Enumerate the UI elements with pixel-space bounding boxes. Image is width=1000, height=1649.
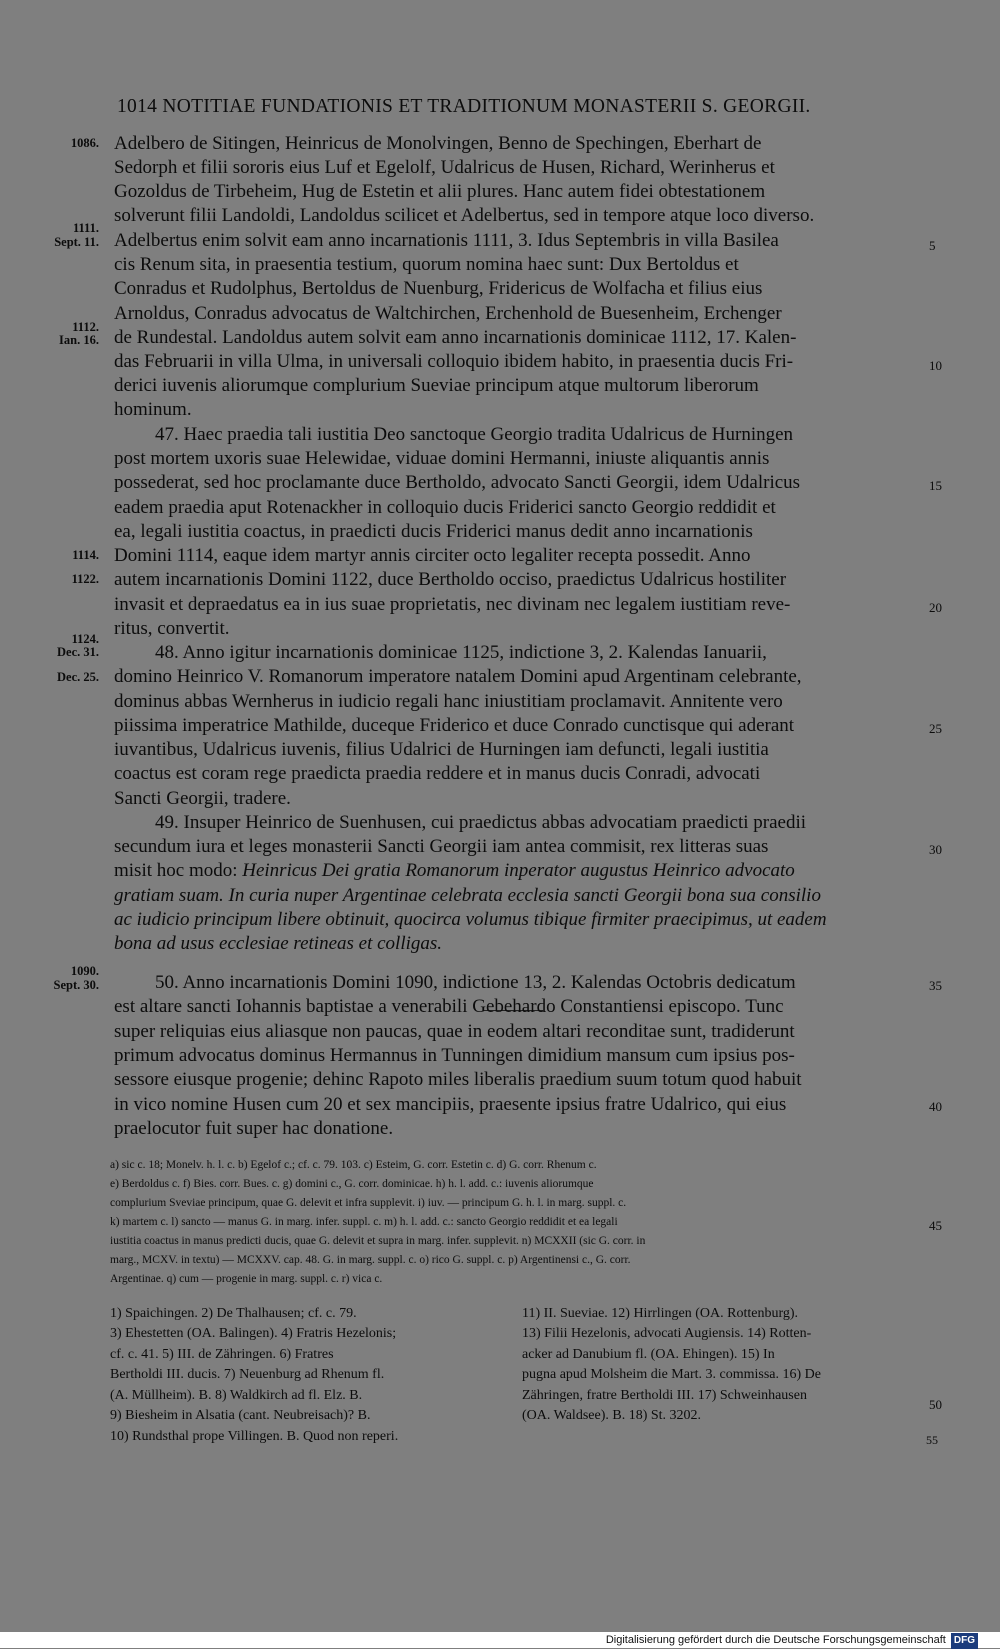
charter-line: ac iudicio principum libere obtinuit, quocirca volumus tibique firmiter praecipimus, ut eadem [114,909,827,930]
text-line: ea, legali iustitia coactus, in praedicti ducis Friderici manus dedit anno incarnationis [114,521,753,542]
text-line: sessore eiusque progenie; dehinc Rapoto miles liberalis praedium suum totum quod habuit [114,1069,802,1090]
charter-line: bona ad usus ecclesiae retineas et colligas. [114,933,443,954]
text-line: hominum. [114,399,192,420]
text-line: secundum iura et leges monasterii Sancti Georgii iam antea commisit, rex litteras suas [114,836,769,857]
margin-date: Sept. 11. [54,235,99,249]
margin-date: Dec. 31. [57,645,99,659]
text-line: Domini 1114, eaque idem martyr annis circiter octo legaliter recepta possedit. Anno [114,545,751,566]
line-number: 50 [929,1397,942,1412]
margin-date: 1086. [70,136,99,150]
margin-date: 1114. [72,548,99,562]
text-line: Sedorph et filii sororis eius Luf et Egelolf, Udalricus de Husen, Richard, Werinherus et [114,157,775,178]
note-line-right: (OA. Waldsee). B. 18) St. 3202. [522,1408,702,1423]
text-line: eadem praedia aput Rotenackher in colloquio ducis Friderici sancto Georgio reddidit et [114,497,776,518]
text-line: 47. Haec praedia tali iustitia Deo sanctoque Georgio tradita Udalricus de Hurningen [155,424,794,445]
margin-date: Sept. 30. [53,978,99,992]
text-line: autem incarnationis Domini 1122, duce Bertholdo occiso, praedictus Udalricus hostiliter [114,569,787,590]
text-line: cis Renum sita, in praesentia testium, quorum nomina haec sunt: Dux Bertoldus et [114,254,739,275]
text-line: Arnoldus, Conradus advocatus de Waltchirchen, Erchenhold de Buesenheim, Erchenger [114,303,782,324]
charter-text: Heinricus Dei gratia Romanorum inperator augustus Heinrico advocato [242,860,795,881]
margin-date: 1090. [70,964,99,978]
text-line: praelocutor fuit super hac donatione. [114,1118,394,1139]
note-line-right: Zähringen, fratre Bertholdi III. 17) Schweinhausen [522,1388,807,1403]
footnote-line: iustitia coactus in manus predicti ducis, quae G. delevit et supra in marg. infer. supplevit. n) MCXXII (sic G. corr. in [110,1235,646,1247]
note-line-left: Bertholdi III. ducis. 7) Neuenburg ad Rhenum fl. [110,1367,385,1382]
line-number: 15 [929,478,942,493]
dfg-logo: DFG [951,1633,978,1649]
text-line: 49. Insuper Heinrico de Suenhusen, cui praedictus abbas advocatiam praedicti praedii [155,812,807,833]
note-line-left: 9) Biesheim in Alsatia (cant. Neubreisach)? B. [110,1408,371,1423]
page-number-bottom: 55 [926,1433,938,1447]
text-line: dominus abbas Wernherus in iudicio regali hanc iniustitiam proclamavit. Annitente vero [114,691,783,712]
note-line-left: 10) Rundsthal prope Villingen. B. Quod non reperi. [110,1429,399,1444]
text-line: domino Heinrico V. Romanorum imperatore natalem Domini apud Argentinam celebrante, [114,666,802,687]
margin-date: 1124. [71,632,99,646]
line-number: 45 [929,1218,942,1233]
line-number: 10 [929,358,942,373]
running-header: 1014 NOTITIAE FUNDATIONIS ET TRADITIONUM MONASTERII S. GEORGII. [117,96,811,117]
line-number: 35 [929,978,942,993]
text-line: possederat, sed hoc proclamante duce Bertholdo, advocato Sancti Georgii, idem Udalricus [114,472,801,493]
footnote-line: k) martem c. l) sancto — manus G. in marg. infer. suppl. c. m) h. l. add. c.: sancto Georgio reddidit et ea legali [110,1216,618,1228]
text-line: 48. Anno igitur incarnationis dominicae 1125, indictione 3, 2. Kalendas Ianuarii, [155,642,767,663]
text-line: in vico nomine Husen cum 20 et sex mancipiis, praesente ipsius fratre Udalrico, qui eius [114,1094,787,1115]
footnote-line: Argentinae. q) cum — progenie in marg. suppl. c. r) vica c. [110,1273,383,1285]
note-line-right: pugna apud Molsheim die Mart. 3. commissa. 16) De [522,1367,822,1382]
text-line: iuvantibus, Udalricus iuvenis, filius Udalrici de Hurningen iam defuncti, legali iustitia [114,739,769,760]
margin-date: Ian. 16. [59,333,99,347]
note-line-left: cf. c. 41. 5) III. de Zähringen. 6) Fratres [110,1347,334,1362]
footnote-line: complurium Sveviae principum, quae G. delevit et infra supplevit. i) iuv. — principum G. h. l. in marg. suppl. c. [110,1197,627,1209]
text-line: invasit et depraedatus ea in ius suae proprietatis, nec divinam nec legalem iustitiam reve- [114,594,791,615]
text-line: ritus, convertit. [114,618,230,639]
line-number: 40 [929,1099,942,1114]
line-number: 20 [929,600,942,615]
line-number: 30 [929,842,942,857]
text-line: Adelbero de Sitingen, Heinricus de Monolvingen, Benno de Spechingen, Eberhart de [114,133,762,154]
line-number: 25 [929,721,942,736]
footnote-line: a) sic c. 18; Monelv. h. l. c. b) Egelof c.; cf. c. 79. 103. c) Esteim, G. corr. Estetin c. d) G. corr. Rhenum c. [110,1159,597,1171]
text-line: piissima imperatrice Mathilde, duceque Friderico et duce Conrado cunctisque qui aderant [114,715,795,736]
margin-date: 1112. [72,320,99,334]
margin-date: 1111. [72,221,99,235]
text-line: Adelbertus enim solvit eam anno incarnationis 1111, 3. Idus Septembris in villa Basilea [114,230,779,251]
footnote-line: e) Berdoldus c. f) Bies. corr. Bues. c. g) domini c., G. corr. dominicae. h) h. l. add. c.: iuvenis aliorumque [110,1178,594,1190]
text-line: solverunt filii Landoldi, Landoldus scilicet et Adelbertus, sed in tempore atque loco diverso. [114,205,815,226]
text-line: super reliquias eius aliasque non paucas, quae in eodem altari reconditae sunt, tradiderunt [114,1021,795,1042]
text-line: 50. Anno incarnationis Domini 1090, indictione 13, 2. Kalendas Octobris dedicatum [155,972,796,993]
line-number: 5 [929,238,936,253]
note-line-right: 11) II. Sueviae. 12) Hirrlingen (OA. Rottenburg). [522,1306,799,1321]
footnote-line: marg., MCXV. in textu) — MCXXV. cap. 48. G. in marg. suppl. c. o) rico G. suppl. c. p) Argentinensi c., G. corr. [110,1254,631,1266]
note-line-left: (A. Müllheim). B. 8) Waldkirch ad fl. Elz. B. [110,1388,363,1403]
margin-date: 1122. [71,572,99,586]
note-line-left: 3) Ehestetten (OA. Balingen). 4) Fratris Hezelonis; [110,1326,397,1341]
text-line: de Rundestal. Landoldus autem solvit eam anno incarnationis dominicae 1112, 17. Kalen- [114,327,797,348]
text-line: Conradus et Rudolphus, Bertoldus de Nuenburg, Fridericus de Wolfacha et filius eius [114,278,763,299]
note-line-right: acker ad Danubium fl. (OA. Ehingen). 15) In [522,1347,775,1362]
margin-date: Dec. 25. [57,670,99,684]
digitization-credit [606,1632,978,1649]
footer-text: Digitalisierung gefördert durch die Deutsche Forschungsgemeinschaft [605,1634,946,1646]
text-run: misit hoc modo: [114,860,238,881]
text-line: Sancti Georgii, tradere. [114,788,291,809]
text-line: derici iuvenis aliorumque complurium Sueviae principum atque multorum liberorum [114,375,759,396]
text-line: das Februarii in villa Ulma, in universali colloquio ibidem habito, in praesentia ducis Fri- [114,351,794,372]
text-line: est altare sancti Iohannis baptistae a venerabili Gebehardo Constantiensi episcopo. Tunc [114,996,784,1017]
text-line: coactus est coram rege praedicta praedia reddere et in manus ducis Conradi, advocati [114,763,761,784]
charter-line: gratiam suam. In curia nuper Argentinae celebrata ecclesia sancti Georgii bona sua consilio [114,885,821,906]
note-line-right: 13) Filii Hezelonis, advocati Augiensis. 14) Rotten- [522,1326,812,1341]
text-line [114,859,795,883]
text-line: post mortem uxoris suae Helewidae, viduae domini Hermanni, iniuste aliquantis annis [114,448,770,469]
text-line: Gozoldus de Tirbeheim, Hug de Estetin et alii plures. Hanc autem fidei obtestationem [114,181,766,202]
note-line-left: 1) Spaichingen. 2) De Thalhausen; cf. c. 79. [110,1306,357,1321]
text-line: primum advocatus dominus Hermannus in Tunningen dimidium mansum cum ipsius pos- [114,1045,795,1066]
